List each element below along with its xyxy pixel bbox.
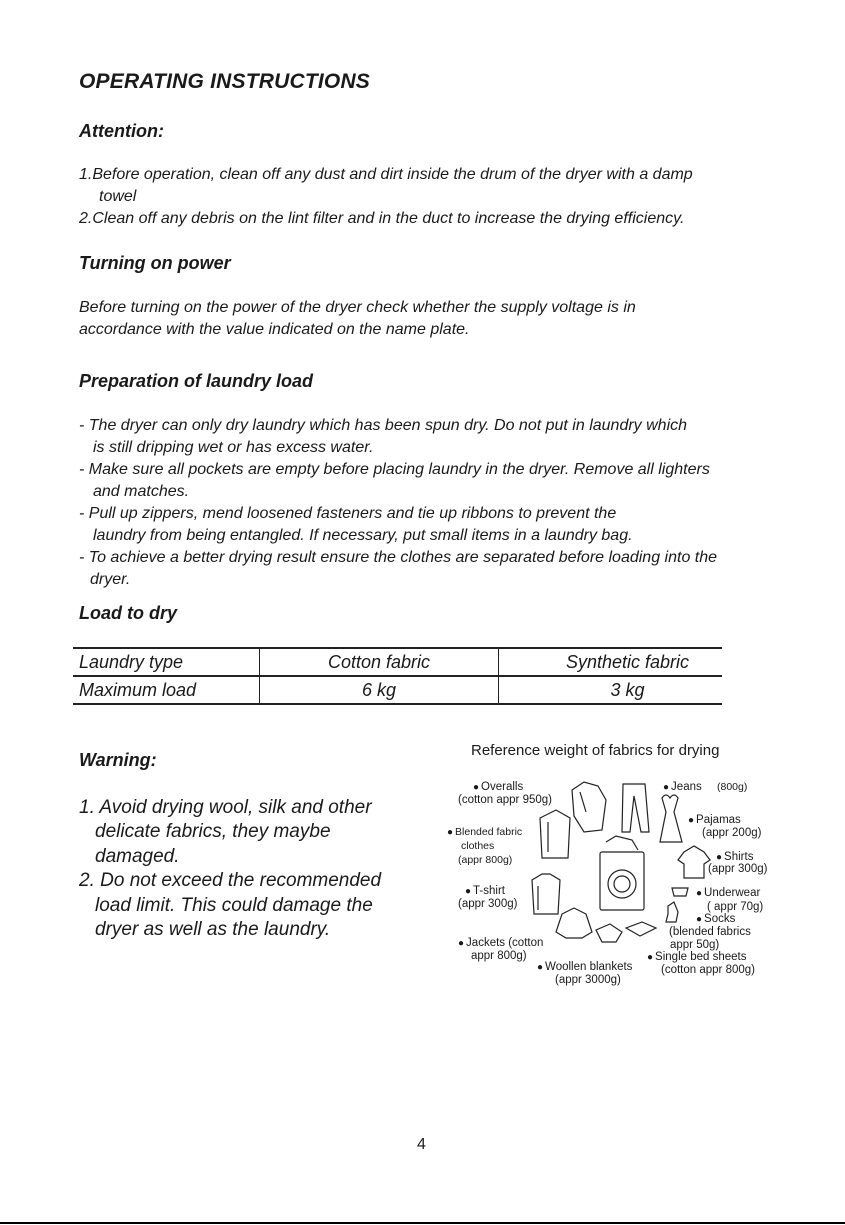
shirt-icon <box>678 846 710 878</box>
preparation-line: - Pull up zippers, mend loosened fasteners and tie up ribbons to prevent the <box>79 505 617 522</box>
table-cell: 3 kg <box>499 676 723 704</box>
attention-item-2: 2.Clean off any debris on the lint filter and in the duct to increase the drying efficiency. <box>79 210 685 227</box>
preparation-heading: Preparation of laundry load <box>79 371 314 391</box>
power-text-line-2: accordance with the value indicated on the name plate. <box>79 321 470 338</box>
label-overalls: ● Overalls <box>473 781 523 794</box>
preparation-line: - The dryer can only dry laundry which has been spun dry. Do not put in laundry which <box>79 417 688 434</box>
underwear-icon <box>672 888 688 896</box>
preparation-line: laundry from being entangled. If necessary, put small items in a laundry bag. <box>93 527 633 544</box>
label-jackets-weight: appr 800g) <box>471 950 527 962</box>
table-cell: 6 kg <box>260 676 499 704</box>
label-socks-fabric: (blended fabrics <box>669 926 751 938</box>
page-number: 4 <box>417 1136 426 1153</box>
power-heading: Turning on power <box>79 253 231 273</box>
label-underwear-weight: ( appr 70g) <box>707 901 764 913</box>
warning-line: dryer as well as the laundry. <box>95 919 331 940</box>
jeans-icon <box>622 784 649 832</box>
preparation-line: - To achieve a better drying result ensure the clothes are separated before loading into the <box>79 549 718 566</box>
socks-icon <box>666 902 678 922</box>
label-blended-weight: (appr 800g) <box>458 854 513 866</box>
load-heading: Load to dry <box>79 603 177 623</box>
preparation-line: - Make sure all pockets are empty before placing laundry in the dryer. Remove all lighters <box>79 461 710 478</box>
label-jeans: ● Jeans <box>663 781 702 794</box>
warning-line: delicate fabrics, they maybe <box>95 821 331 842</box>
label-socks-weight: appr 50g) <box>670 939 720 951</box>
label-sheets: ● Single bed sheets <box>647 951 746 964</box>
tshirt-icon <box>532 874 560 914</box>
preparation-line: and matches. <box>93 483 190 500</box>
label-pajamas-weight: (appr 200g) <box>702 827 762 839</box>
label-shirts-weight: (appr 300g) <box>708 863 768 875</box>
table-row <box>73 676 722 704</box>
label-woollen: ● Woollen blankets <box>537 961 632 974</box>
table-header-row <box>73 648 722 676</box>
overalls-icon <box>572 782 606 832</box>
load-table <box>73 647 722 705</box>
dryer-icon <box>600 852 644 910</box>
warning-line: 1. Avoid drying wool, silk and other <box>79 797 372 818</box>
label-shirts: ● Shirts <box>716 851 753 864</box>
label-jackets: ● Jackets (cotton <box>458 937 543 950</box>
label-underwear: ● Underwear <box>696 887 760 900</box>
table-cell: Laundry type <box>73 648 260 676</box>
label-jeans-weight: (800g) <box>717 781 748 793</box>
warning-line: 2. Do not exceed the recommended <box>79 870 382 891</box>
attention-heading: Attention: <box>79 121 164 141</box>
preparation-line: dryer. <box>90 571 131 588</box>
blended-clothes-icon <box>540 810 570 858</box>
table-cell: Cotton fabric <box>260 648 499 676</box>
figure-title: Reference weight of fabrics for drying <box>471 742 720 759</box>
label-pajamas: ● Pajamas <box>688 814 741 827</box>
jacket-icon <box>556 908 592 938</box>
attention-item-1-cont: towel <box>99 188 137 205</box>
label-blended-clothes: clothes <box>461 840 495 852</box>
label-woollen-weight: (appr 3000g) <box>555 974 621 986</box>
table-cell: Synthetic fabric <box>499 648 723 676</box>
warning-line: load limit. This could damage the <box>95 895 373 916</box>
bed-sheets-icon <box>626 922 656 936</box>
preparation-line: is still dripping wet or has excess water. <box>93 439 374 456</box>
label-tshirt-weight: (appr 300g) <box>458 898 518 910</box>
pajamas-icon <box>660 795 682 842</box>
label-blended: ● Blended fabric <box>447 826 522 839</box>
table-cell: Maximum load <box>73 676 260 704</box>
bottom-rule <box>0 1222 845 1224</box>
label-overalls-weight: (cotton appr 950g) <box>458 794 552 806</box>
warning-line: damaged. <box>95 846 180 867</box>
page-title: OPERATING INSTRUCTIONS <box>79 70 371 93</box>
label-tshirt: ● T-shirt <box>465 885 505 898</box>
power-text-line-1: Before turning on the power of the dryer check whether the supply voltage is in <box>79 299 636 316</box>
label-sheets-weight: (cotton appr 800g) <box>661 964 755 976</box>
label-socks: ● Socks <box>696 913 735 926</box>
blanket-icon <box>596 924 622 942</box>
attention-item-1: 1.Before operation, clean off any dust and dirt inside the drum of the dryer with a damp <box>79 166 693 183</box>
warning-heading: Warning: <box>79 750 157 770</box>
